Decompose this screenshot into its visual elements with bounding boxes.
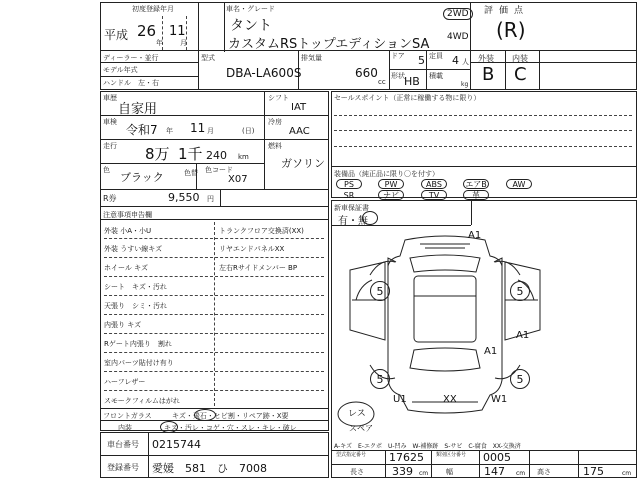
mileage-label: 走行 [103, 142, 117, 150]
warranty-value: 有・無 [338, 216, 368, 227]
note-left-5: 内張り キズ [104, 321, 142, 329]
category-label: 類別区分番号 [436, 452, 467, 458]
wheel-rl-mark: 5 [370, 369, 390, 389]
equip-abs: ABS [421, 179, 447, 189]
car-name: タント [230, 18, 272, 34]
equip-ps: PS [336, 179, 362, 189]
mark-side-a1-upper: A1 [516, 330, 530, 341]
height-value: 175 [583, 465, 604, 478]
displacement-label: 排気量 [301, 54, 322, 62]
load-label: 積載 [429, 72, 443, 80]
equip-pw: PW [378, 179, 404, 189]
notes-title: 注意事項申告欄 [103, 211, 152, 219]
exterior-grade: B [482, 64, 495, 85]
displacement: 660 [355, 66, 378, 80]
damage-legend: A-キズ E-エクボ U-凹み W-補修跡 S-サビ C-腐食 XX-交換済 [334, 443, 521, 450]
usage-label: 車歴 [103, 94, 117, 102]
width-value: 147 [484, 465, 505, 478]
spare-text: スペア [349, 424, 373, 433]
usage: 自家用 [118, 102, 158, 117]
cc-unit: cc [378, 78, 386, 86]
length-label: 長さ [350, 468, 364, 476]
reg-month: 11 [169, 24, 186, 39]
color-code-label: 色コード [205, 166, 233, 174]
wheel-fl-mark: 5 [370, 281, 390, 301]
chassis-label: 車台番号 [107, 440, 139, 449]
width-unit: cm [516, 470, 526, 477]
shift-label: シフト [268, 94, 289, 102]
model-year-label: モデル年式 [103, 66, 138, 74]
inspection-era: 令和7 [126, 123, 158, 137]
capacity-unit: 人 [462, 58, 469, 66]
length-unit: cm [419, 470, 429, 477]
recycle-label: R券 [103, 194, 117, 203]
model-code: DBA-LA600S [226, 66, 302, 80]
plate-label: 登録番号 [107, 463, 139, 472]
cert-value: 17625 [389, 451, 424, 464]
handle-label: ハンドル 左・右 [103, 79, 159, 87]
color-label: 色 [103, 166, 110, 174]
inspection-label: 車検 [103, 118, 117, 126]
first-reg-label: 初度登録年月 [132, 5, 174, 13]
year-unit: 年 [156, 39, 163, 47]
mark-u1: U1 [393, 394, 407, 405]
inspection-year-unit: 年 [166, 127, 173, 135]
drive-4wd: 4WD [447, 32, 469, 42]
rating: (R) [496, 18, 526, 42]
equip-aw: AW [506, 179, 532, 189]
mark-w1: W1 [491, 394, 508, 405]
note-left-4: 天張り シミ・汚れ [104, 302, 167, 310]
door-count: 5 [418, 54, 425, 67]
mileage-man: 8万 [145, 145, 170, 163]
interior-cond-label: 内装 [118, 424, 132, 432]
capacity-label: 定員 [429, 52, 443, 60]
drive-2wd: 2WD [443, 8, 473, 20]
interior-cond-value: キズ・汚レ・コゲ・穴・スレ・キレ・破レ [164, 424, 297, 432]
wheel-rr-mark: 5 [510, 369, 530, 389]
door-label: ドア [391, 52, 405, 60]
era: 平成 [104, 28, 129, 42]
fuel: ガソリン [281, 157, 325, 170]
note-right-2: 左右Rサイドメンバー BP [219, 264, 298, 272]
height-label: 高さ [537, 468, 551, 476]
equip-navi: ナビ [378, 190, 404, 200]
sales-points-label: セールスポイント（正常に稼働する物に限り） [334, 94, 481, 102]
spare-label: レス [348, 409, 366, 419]
equipment-label: 装備品（純正品に限り〇を付す） [334, 170, 439, 178]
note-right-0: トランクフロア交換済(XX) [219, 227, 304, 235]
interior-label: 内装 [512, 54, 528, 63]
equip-sr: SR [343, 191, 355, 200]
recycle-unit: 円 [207, 195, 214, 203]
km-unit: km [238, 153, 249, 161]
reg-year: 26 [137, 22, 157, 40]
warranty-label: 新車保証書 [334, 204, 369, 212]
note-left-2: ホイール キズ [104, 264, 148, 272]
model-label: 型式 [201, 54, 215, 62]
note-left-1: 外装 うすい線キズ [104, 245, 163, 253]
color: ブラック [120, 171, 164, 184]
color-change-label: 色替 [184, 169, 198, 177]
windshield-value: キズ・飛石・ヒビ割・リペア跡・X要 [172, 412, 289, 420]
dealer-label: ディーラー・並行 [103, 54, 159, 62]
note-left-3: シート キズ・汚れ [104, 283, 167, 291]
interior-grade: C [514, 64, 527, 85]
mileage-rest: 240 [206, 149, 227, 162]
mark-side-a1-lower: A1 [484, 346, 498, 357]
mileage-sen: 1千 [178, 145, 203, 163]
height-unit: cm [622, 470, 632, 477]
car-grade: カスタムRSトップエディションSA [228, 37, 430, 52]
note-left-6: Rゲート内張り 割れ [104, 340, 172, 348]
inspection-day: (日) [242, 127, 255, 135]
shift: IAT [291, 102, 307, 113]
equip-leather: 革 [463, 190, 489, 200]
capacity: 4 [452, 54, 459, 67]
mark-front-a1: A1 [468, 230, 482, 241]
car-name-label: 車名・グレード [226, 5, 275, 13]
note-right-1: リヤエンドパネルXX [219, 245, 285, 253]
note-left-9: スモークフィルムはがれ [104, 397, 180, 405]
month-unit: 月 [180, 39, 187, 47]
wheel-fr-mark: 5 [510, 281, 530, 301]
windshield-label: フロントガラス [103, 412, 152, 420]
exterior-label: 外装 [478, 54, 494, 63]
note-left-0: 外装 小A・小U [104, 227, 152, 235]
ac: AAC [289, 126, 310, 137]
recycle-amount: 9,550 [168, 191, 200, 204]
load-unit: kg [461, 81, 469, 88]
inspection-month-unit: 月 [207, 127, 214, 135]
category-value: 0005 [483, 451, 511, 464]
width-label: 幅 [446, 468, 453, 476]
length-value: 339 [392, 465, 413, 478]
mark-xx: XX [443, 394, 457, 405]
equip-airbag: エアB [463, 179, 489, 189]
rating-label: 評価点 [484, 6, 530, 16]
cert-label: 型式指定番号 [336, 452, 367, 458]
equip-tv: TV [421, 190, 447, 200]
body-type: HB [404, 75, 420, 88]
chassis-number: 0215744 [152, 438, 201, 451]
plate-number: 愛媛 581 ひ 7008 [152, 462, 267, 475]
ac-label: 冷房 [268, 118, 282, 126]
note-left-7: 室内パーツ貼付け有り [104, 359, 174, 367]
inspection-month: 11 [190, 121, 206, 135]
note-left-8: ハーフレザー [104, 378, 146, 386]
body-label: 形状 [391, 72, 405, 80]
color-code: X07 [228, 174, 248, 185]
fuel-label: 燃料 [268, 142, 282, 150]
